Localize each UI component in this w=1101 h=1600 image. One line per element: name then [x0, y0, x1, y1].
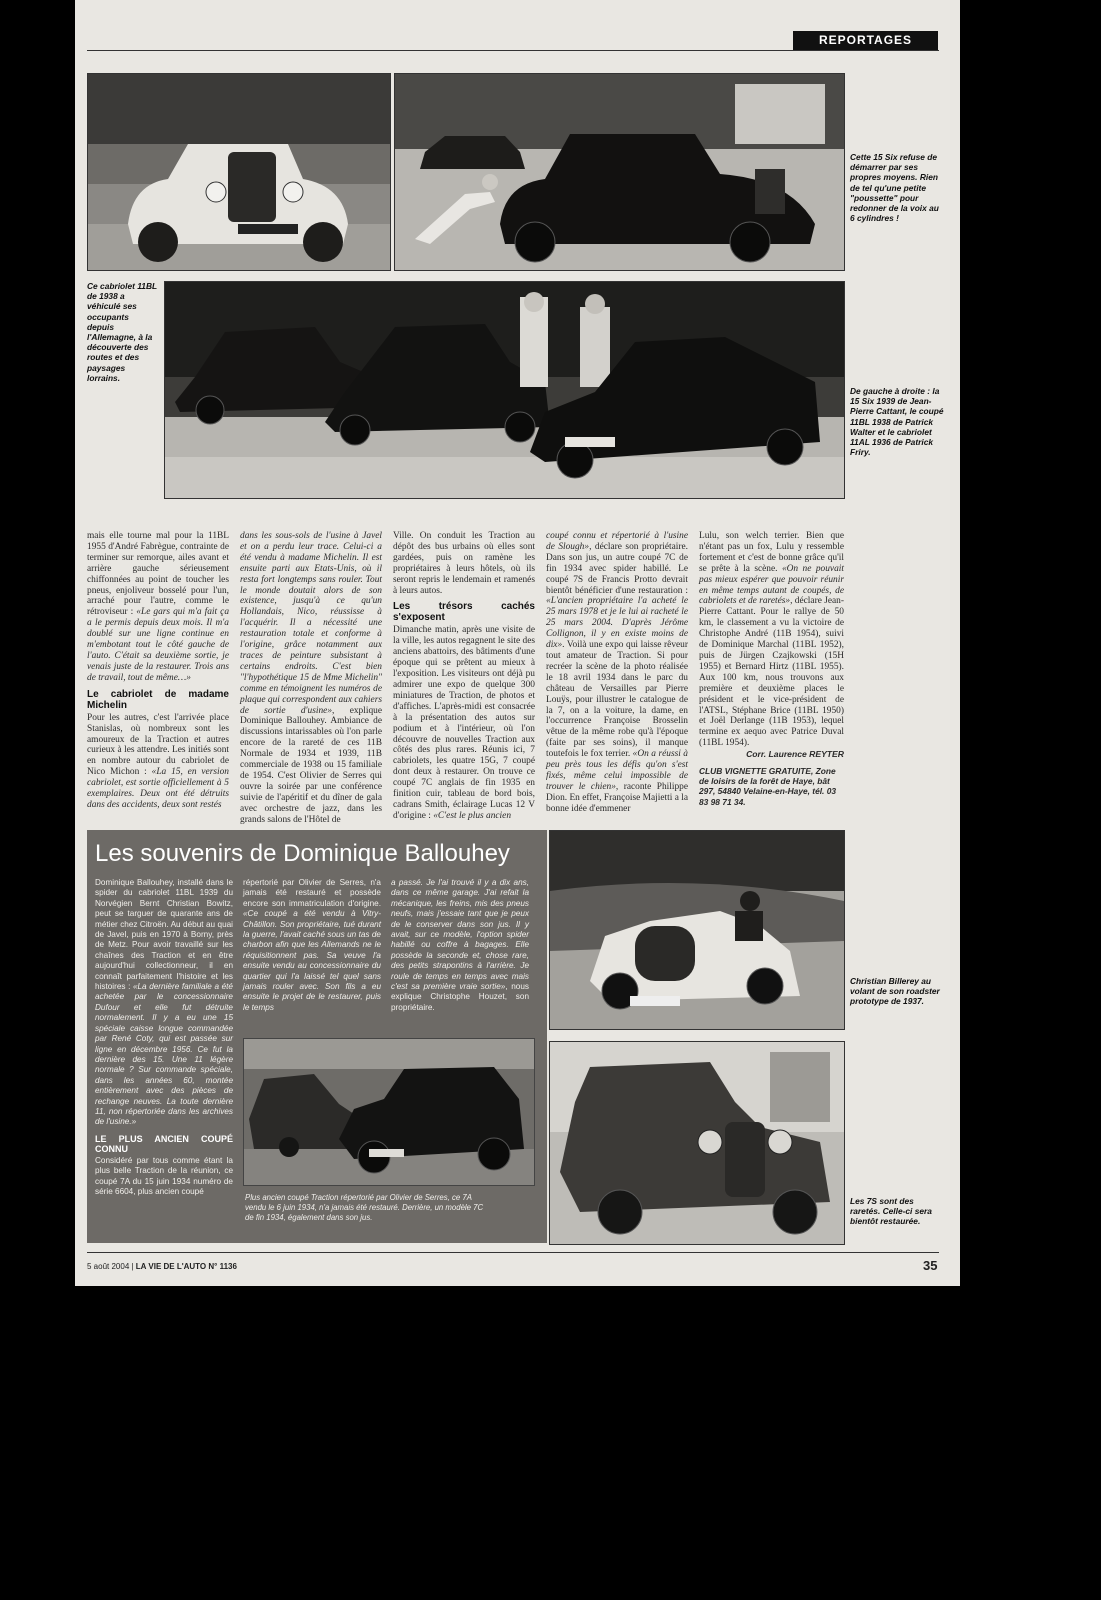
sidebar-box	[87, 830, 547, 1243]
col3b-quote: «C'est le plus ancien	[433, 810, 512, 821]
heading-cabriolet-michelin: Le cabriolet de madame Michelin	[87, 688, 229, 711]
col4-quote: coupé connu et répertorié à l'usine de Slough»	[546, 531, 688, 552]
sidebar-column-1	[95, 878, 233, 1197]
col4b-quote: «On a réussi à peu près tous les défis qu'on s'est fixés, même celui impossible de trouver le chien»	[546, 749, 688, 792]
article-column-2	[240, 531, 382, 825]
caption-cabriolet-route: Ce cabriolet 11BL de 1938 a véhiculé ses occupants depuis l'Allemagne, à la découverte des routes et des paysages lorrains.	[87, 281, 157, 383]
photo-three-cars	[164, 281, 845, 499]
header-rule	[87, 50, 939, 51]
sidebar-column-2	[243, 878, 381, 1013]
footer-date: 5 août 2004 |	[87, 1262, 134, 1271]
col4-quote2: «L'ancien propriétaire l'a acheté le 25 mars 1978 et je le lui ai racheté le 25 mars 2004. D'après Jérôme Collignon, il y en existe moins de dix»	[546, 596, 688, 651]
club-info: CLUB VIGNETTE GRATUITE, Zone de loisirs de la forêt de Haye, bât 297, 54840 Velaine-en-Haye, tél. 03 83 98 71 34.	[699, 766, 837, 807]
footer-magazine: LA VIE DE L'AUTO N° 1136	[135, 1262, 237, 1271]
page-number: 35	[923, 1258, 938, 1273]
sidebar-c2-quote: «Ce coupé a été vendu à Vitry-Châtillon. Son propriétaire, tué durant la guerre, l'avait caché sous un tas de charbon afin que les Allemands ne le réquisitionnent pas. Sa veuve l'a ensuite vendu au concessionnaire du quartier qui l'a laissé tel quel sans jamais rouler avec. Son fils a eu ensuite le projet de le restaurer, puis le temps	[243, 909, 381, 1012]
signature: Corr. Laurence REYTER	[746, 749, 844, 760]
col2-text: , explique Dominique Ballouhey. Ambiance de discussions intarissables où l'on parle encore de la rareté de ces 11B Normale de 1934 et 1939, 11B commerciale de 1938 ou 15 familiale de 1954. C'est Olivier de Serres qui ouvre la soirée par une conférence suivie de l'apéritif et du dîner de gala avec orchestre de jazz, dans les grands salons de l'Hôtel de	[240, 705, 382, 825]
col2-quote: dans les sous-sols de l'usine à Javel et on a perdu leur trace. Celui-ci a été vendu à madame Michelin. Il est ensuite parti aux Etats-Unis, où il resta fort longtemps sans rouler. Tout le monde doutait alors de son existence, jusqu'à ce qu'un Hollandais, Nico, réussisse à l'acquérir. Il a nécessité une restauration totale et conforme à l'origine, grâce notamment aux traces de peinture subsistant à certains endroits. C'est bien "l'hypothétique 15 de Mme Michelin" comme en témoignent les numéros de plaque qui correspondent aux cahiers de sortie d'usine»	[240, 531, 382, 716]
photo-pushing-car	[394, 73, 845, 271]
col4-text: , déclare son propriétaire. Dans son jus, un autre coupé 7C de fin 1934 avec spider habillé. Le coupé 7S de Francis Protto devrait bientôt bénéficier d'une restauration :	[546, 541, 688, 596]
sidebar-c3-text: , nous explique Christophe Houzet, son propriétaire.	[391, 982, 529, 1012]
heading-tresors-caches: Les trésors cachés s'exposent	[393, 601, 535, 624]
sidebar-c1-text: Dominique Ballouhey, installé dans le spider du cabriolet 11BL 1939 du Norvégien Bernt Christian Bowitz, peut se targuer de quarante ans de métier chez Citroën. Au début au quai de Javel, puis en 1970 à Borny, près de Metz. Pour avoir travaillé sur les chaînes des Traction et en être aujourd'hui collectionneur, il en connaît parfaitement l'histoire et les histoires :	[95, 878, 233, 992]
col3b-text: Dimanche matin, après une visite de la ville, les autos regagnent le site des anciens abattoirs, des bâtiments d'une époque qui se prêtent au mieux à l'exposition. Les visiteurs ont déjà pu admirer une expo de quelque 300 miniatures de Traction, de photos et d'affiches. L'après-midi est consacrée à la présentation des autos sur podium et à l'intérieur, où l'on découvre de nouvelles Traction aux côtés des plus rares. Réunis ici, 7 cabriolets, les quatre 15G, 7 coupé dont deux à restaurer. On trouve ce coupé 7C anglais de fin 1935 en finition cuir, tableau de bord bois, cadrans Smith, éclairage Lucas 12 V d'origine :	[393, 625, 535, 821]
sidebar-column-3	[391, 878, 529, 1013]
sidebar-c1-quote: «La dernière familiale a été achetée par le concessionnaire Dufour et elle fut détruite normalement. Il y a eu une 15 spéciale caisse longue commandée par René Coty, qui est passée sur ligne en décembre 1956. Ce fut la dernière des 15. Une 11 légère normale ? Sur commande spéciale, dans les années 60, montée entièrement avec des pièces de rechange neuves. La toute dernière 11, non répertoriée dans les archives de l'usine.»	[95, 982, 233, 1127]
sidebar-photo-caption: Plus ancien coupé Traction répertorié par Olivier de Serres, ce 7A vendu le 6 juin 1934, n'a jamais été restauré. Derrière, un modèle 7C de fin 1934, également dans son jus.	[245, 1193, 484, 1222]
photo-oldest-coupe	[243, 1038, 535, 1186]
sidebar-c2-text: répertorié par Olivier de Serres, n'a jamais été restauré et possède encore son immatriculation d'origine.	[243, 878, 381, 908]
sidebar-c3-quote: a passé. Je l'ai trouvé il y a dix ans, dans ce même garage. J'ai refait la mécanique, les freins, mis des pneus neufs, mais j'essaie tant que je peux de le conserver dans son jus. Il y avait, sur ce modèle, l'option spider habillé ou coffre à bagages. Elle possède la seconde et, chose rare, des petits strapontins à l'arrière. Je roule de temps en temps avec mais c'est sa première vraie sortie»	[391, 878, 529, 992]
col3-text: Ville. On conduit les Traction au dépôt des bus urbains où elles sont gardées, puis on ramène les propriétaires à leurs hôtels, où ils seront repris le lendemain et ramenés à leurs autos.	[393, 531, 535, 596]
col5-text: Lulu, son welch terrier. Bien que n'étant pas un fox, Lulu y ressemble fortement et c'est de bonne grâce qu'il se prête à la scène.	[699, 531, 844, 574]
footer-rule	[87, 1252, 939, 1253]
sidebar-heading: LE PLUS ANCIEN COUPÉ CONNU	[95, 1133, 233, 1154]
col1-quote: «Le gars qui m'a fait ça a le permis depuis deux mois. Il m'a doublé sur une ligne continue en m'embotant tout le côté gauche de l'auto. C'était sa deuxième sortie, je venais juste de la restaurer. Trois ans de travail, tout de même…»	[87, 607, 230, 683]
article-column-4	[546, 531, 688, 815]
caption-billerey: Christian Billerey au volant de son roadster prototype de 1937.	[850, 976, 940, 1007]
photo-7s-rarity	[549, 1041, 845, 1245]
col4c-text: , raconte Philippe Dion. En effet, Françoise Majietti a la bonne idée d'emmener	[546, 781, 688, 814]
footer	[87, 1262, 237, 1271]
section-tag: REPORTAGES	[793, 31, 938, 50]
sidebar-c1b-text: Considéré par tous comme étant la plus belle Traction de la réunion, ce coupé 7A du 15 juin 1934 numéro de série 6604, plus ancien coupé	[95, 1155, 233, 1196]
col1b-text: Pour les autres, c'est l'arrivée place Stanislas, où nombreux sont les amoureux de la Traction et autres curieux à les attendre. Les initiés sont en nombre autour du cabriolet de Nico Michon :	[87, 712, 229, 778]
article-column-1	[87, 531, 229, 811]
newspaper-page	[75, 0, 960, 1286]
photo-roadster-prototype	[549, 830, 845, 1030]
caption-de-gauche: De gauche à droite : la 15 Six 1939 de Jean-Pierre Cattant, le coupé 11BL 1938 de Patrick Walter et le cabriolet 11AL 1936 de Patrick Friry.	[850, 386, 944, 458]
caption-poussette: Cette 15 Six refuse de démarrer par ses propres moyens. Rien de tel qu'une petite "poussette" pour redonner de la voix au 6 cylindres !	[850, 152, 939, 224]
col1-text: mais elle tourne mal pour la 11BL 1955 d'André Fabrègue, contrainte de terminer sur remorque, ailes avant et arrière gauche sérieusement chiffonnées au point de toucher les pneus, enjoliveur bosselé pour l'un, arraché pour l'autre, comme le rétroviseur :	[87, 531, 229, 618]
article-column-5	[699, 531, 844, 807]
col1b-quote: «La 15, en version cabriolet, est sortie officiellement à 5 exemplaires. Deux ont été détruits dans des accidents, deux sont restés	[87, 767, 229, 810]
photo-white-cabriolet	[87, 73, 391, 271]
col5b-text: , déclare Jean-Pierre Cattant. Pour le rallye de 50 km, le classement a vu la victoire de Christophe André (11B 1954), suivi de Dominique Marchal (11BL 1952), puis de Jürgen Czajkowski (15H 1955) et Bernard Hirtz (11BL 1955). Aux 100 km, nous trouvons aux première et deuxième places le président et le vice-président de l'ATSL, Stéphane Brice (11BL 1950) et Joël Derlange (11B 1953), lequel termine ex aequo avec Patrice Duval (11BL 1954).	[699, 596, 844, 749]
sidebar-title: Les souvenirs de Dominique Ballouhey	[95, 840, 510, 867]
col5-quote: «On ne pouvait pas mieux espérer que pouvoir réunir en même temps autant de coupés, de cabriolets et de raretés»	[699, 563, 844, 607]
caption-les-7s: Les 7S sont des raretés. Celle-ci sera bientôt restaurée.	[850, 1196, 932, 1227]
col4b-text: . Voilà une expo qui laisse rêveur tout amateur de Traction. Si pour recréer la scène de la photo réalisée le 18 avril 1934 dans le parc du château de Versailles par Pierre Louÿs, pour illustrer le catalogue de la 7, on a la voiture, la dame, en l'occurrence Françoise Brosselin vêtue de la même robe qu'à l'époque (faite par ses soins), il manque toutefois le fox terrier.	[546, 640, 688, 760]
article-column-3	[393, 531, 535, 822]
